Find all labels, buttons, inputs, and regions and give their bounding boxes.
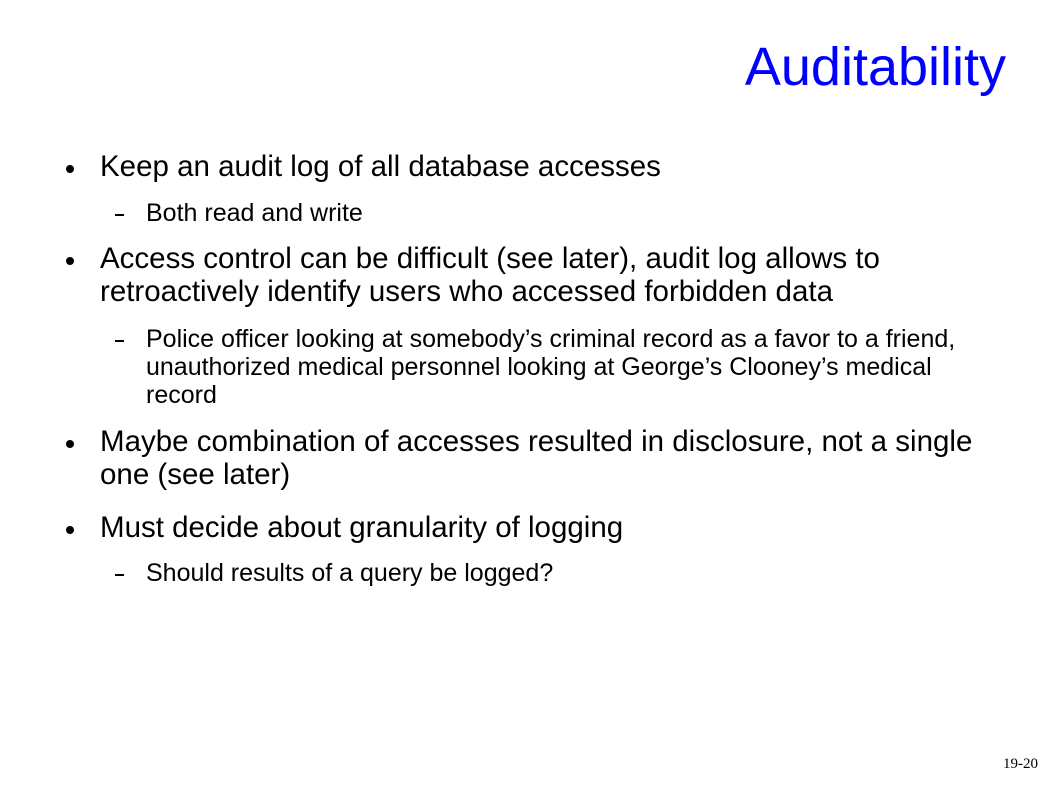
page-number: 19-20 <box>1003 756 1038 772</box>
slide-content <box>63 150 1013 587</box>
bullet-text: Keep an audit log of all database accesses <box>100 150 661 183</box>
bullet-text: Maybe combination of accesses resulted in disclosure, not a single one (see later) <box>100 425 973 491</box>
bullet-item <box>63 425 1013 491</box>
sub-bullet-text: Police officer looking at somebody’s criminal record as a favor to a friend, unauthorized medical personnel looking at George’s Clooney’s medical record <box>146 325 956 409</box>
bullet-text: Access control can be difficult (see later), audit log allows to retroactively identify users who accessed forbidden data <box>100 242 880 308</box>
sub-bullet-dash-icon <box>115 574 124 576</box>
sub-bullet-dash-icon <box>115 214 124 216</box>
sub-bullet-item <box>63 559 986 587</box>
bullet-item <box>63 242 1013 308</box>
sub-bullet-text: Should results of a query be logged? <box>146 559 554 587</box>
bullet-dot-icon <box>66 165 74 173</box>
sub-bullet-text: Both read and write <box>146 199 363 227</box>
bullet-dot-icon <box>66 440 74 448</box>
slide-title: Auditability <box>744 37 1006 97</box>
bullet-item <box>63 150 1013 183</box>
bullet-text: Must decide about granularity of logging <box>100 511 624 544</box>
bullet-item <box>63 511 1013 544</box>
sub-bullet-item <box>63 325 986 409</box>
bullet-dot-icon <box>66 257 74 265</box>
bullet-dot-icon <box>66 526 74 534</box>
sub-bullet-dash-icon <box>115 340 124 342</box>
sub-bullet-item <box>63 199 986 227</box>
